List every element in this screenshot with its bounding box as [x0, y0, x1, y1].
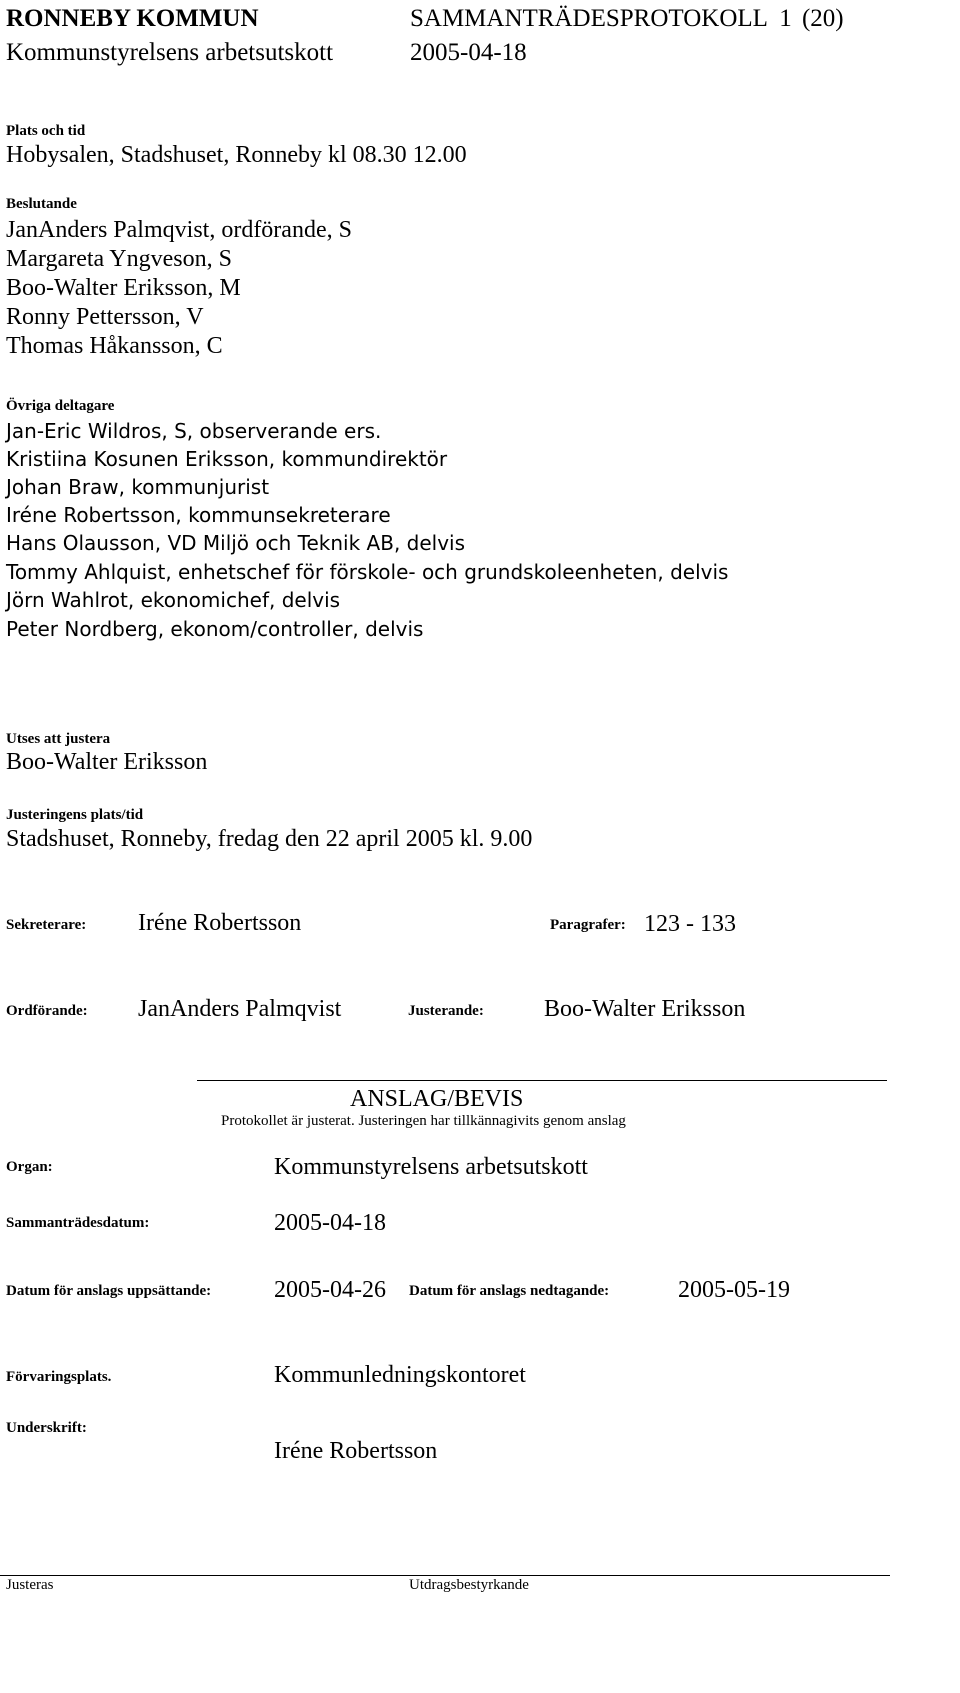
meeting-date-value: 2005-04-18: [274, 1210, 386, 1236]
member-line: Thomas Håkansson, C: [6, 333, 223, 359]
participant-line: Peter Nordberg, ekonom/controller, delvis: [6, 617, 424, 641]
other-participants-label: Övriga deltagare: [6, 398, 115, 414]
secretary-label: Sekreterare:: [6, 917, 87, 933]
page-total: (20): [801, 5, 844, 32]
member-line: Ronny Pettersson, V: [6, 304, 204, 330]
chair-name: JanAnders Palmqvist: [138, 996, 342, 1022]
participant-line: Jörn Wahlrot, ekonomichef, delvis: [6, 588, 341, 612]
meeting-date: 2005-04-18: [410, 39, 527, 66]
notice-divider: [197, 1080, 887, 1081]
notice-subtitle: Protokollet är justerat. Justeringen har tillkännagivits genom anslag: [221, 1113, 626, 1129]
member-line: JanAnders Palmqvist, ordförande, S: [6, 217, 352, 243]
posted-label: Datum för anslags uppsättande:: [6, 1283, 212, 1299]
organ-label: Organ:: [6, 1159, 53, 1175]
removed-label: Datum för anslags nedtagande:: [409, 1283, 610, 1299]
posted-value: 2005-04-26: [274, 1277, 386, 1303]
adjuster-label: Utses att justera: [6, 731, 111, 747]
organ-value: Kommunstyrelsens arbetsutskott: [274, 1154, 588, 1180]
adjuster-sign-name: Boo-Walter Eriksson: [544, 996, 746, 1022]
adjuster-sign-label: Justerande:: [408, 1003, 484, 1019]
storage-label: Förvaringsplats.: [6, 1369, 112, 1385]
place-time-label: Plats och tid: [6, 123, 86, 139]
adjustment-place-label: Justeringens plats/tid: [6, 807, 144, 823]
participant-line: Tommy Ahlquist, enhetschef för förskole- och grundskoleenheten, delvis: [6, 560, 729, 584]
chair-label: Ordförande:: [6, 1003, 88, 1019]
meeting-date-label: Sammanträdesdatum:: [6, 1215, 150, 1231]
paragraphs-value: 123 - 133: [644, 911, 736, 937]
footer-adjusted: Justeras: [6, 1577, 54, 1593]
signature-name: Iréne Robertsson: [274, 1438, 438, 1464]
participant-line: Hans Olausson, VD Miljö och Teknik AB, delvis: [6, 531, 466, 555]
organization-name: RONNEBY KOMMUN: [6, 5, 259, 32]
adjustment-place-value: Stadshuset, Ronneby, fredag den 22 april 2005 kl. 9.00: [6, 826, 533, 852]
participant-line: Johan Braw, kommunjurist: [6, 475, 270, 499]
document-type-label: SAMMANTRÄDESPROTOKOLL: [410, 5, 767, 32]
member-line: Margareta Yngveson, S: [6, 246, 232, 272]
committee-name: Kommunstyrelsens arbetsutskott: [6, 39, 334, 66]
removed-value: 2005-05-19: [678, 1277, 790, 1303]
signature-label: Underskrift:: [6, 1420, 87, 1436]
paragraphs-label: Paragrafer:: [550, 917, 626, 933]
page-number: 1: [779, 5, 792, 32]
participant-line: Kristiina Kosunen Eriksson, kommundirektör: [6, 447, 448, 471]
footer-certification: Utdragsbestyrkande: [409, 1577, 529, 1593]
document-type: [410, 6, 844, 31]
member-line: Boo-Walter Eriksson, M: [6, 275, 241, 301]
place-time-value: Hobysalen, Stadshuset, Ronneby kl 08.30 12.00: [6, 142, 467, 168]
participant-line: Iréne Robertsson, kommunsekreterare: [6, 503, 391, 527]
decision-makers-label: Beslutande: [6, 196, 77, 212]
storage-value: Kommunledningskontoret: [274, 1362, 526, 1388]
adjuster-value: Boo-Walter Eriksson: [6, 749, 208, 775]
participant-line: Jan-Eric Wildros, S, observerande ers.: [6, 419, 382, 443]
notice-title: ANSLAG/BEVIS: [350, 1086, 524, 1112]
footer-divider: [0, 1575, 890, 1576]
secretary-name: Iréne Robertsson: [138, 910, 302, 936]
